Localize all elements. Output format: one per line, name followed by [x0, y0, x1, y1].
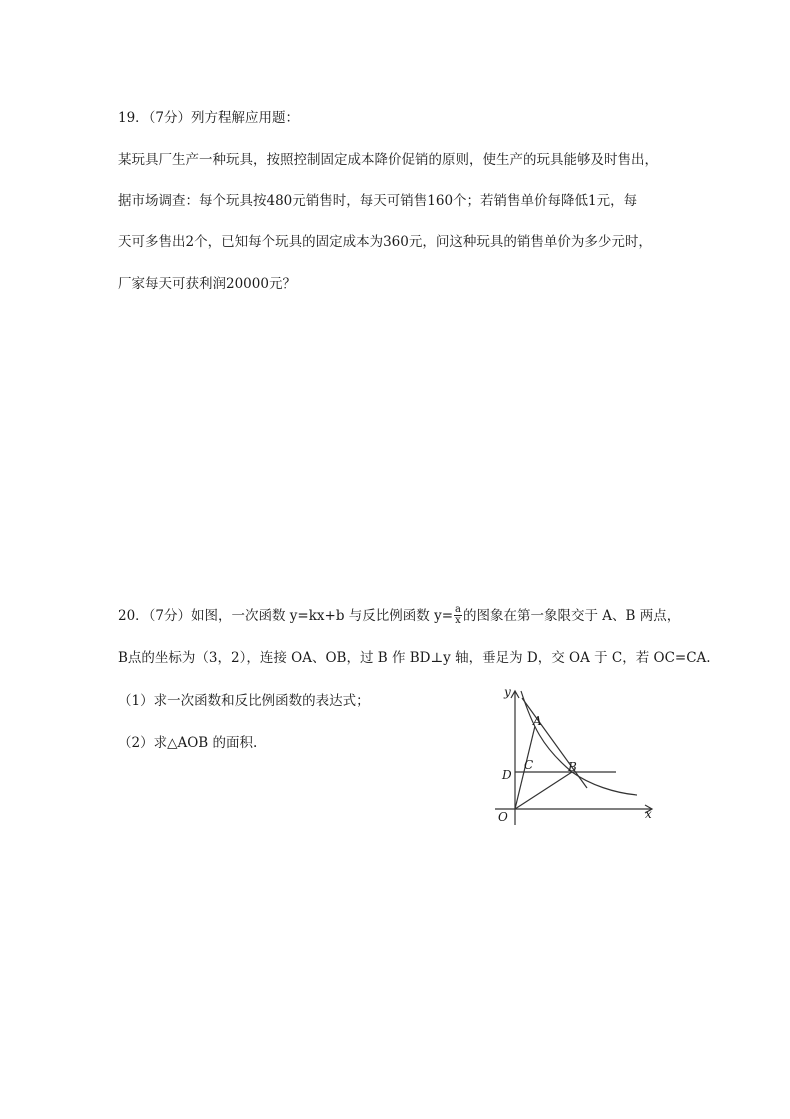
q20-line-1-suffix: 的图象在第一象限交于 A、B 两点， [462, 608, 681, 624]
inverse-fraction [454, 605, 462, 626]
q19-title: 19．（7分）列方程解应用题： [118, 110, 300, 126]
q20-line-2: B点的坐标为（3，2），连接 OA、OB，过 B 作 BD⊥y 轴，垂足为 D，交 OA 于 C，若 OC=CA. [118, 650, 711, 666]
hyperbola-curve [521, 691, 637, 795]
label-x: x [645, 807, 652, 821]
label-y: y [504, 685, 511, 699]
linear-function-line [522, 698, 587, 788]
q19-line-1: 某玩具厂生产一种玩具，按照控制固定成本降价促销的原则，使生产的玩具能够及时售出， [118, 152, 658, 168]
coordinate-figure [490, 685, 665, 825]
label-C: C [524, 758, 534, 772]
q19-line-4: 厂家每天可获利润20000元？ [118, 276, 296, 292]
label-D: D [502, 768, 512, 782]
q20-part-1: （1）求一次函数和反比例函数的表达式； [118, 693, 370, 709]
fraction-denominator: x [455, 615, 461, 626]
segment-OB [515, 772, 572, 809]
q20-line-1 [118, 606, 680, 627]
q20-line-1-prefix: 20．（7分）如图，一次函数 y=kx+b 与反比例函数 y= [118, 608, 454, 624]
q20-part-2: （2）求△AOB 的面积. [118, 735, 258, 751]
label-A: A [533, 714, 542, 728]
fraction-numerator: a [455, 604, 461, 615]
q19-line-3: 天可多售出2个，已知每个玩具的固定成本为360元，问这种玩具的销售单价为多少元时， [118, 234, 652, 250]
q19-line-2: 据市场调查：每个玩具按480元销售时，每天可销售160个；若销售单价每降低1元，每 [118, 193, 638, 209]
label-B: B [568, 760, 577, 774]
label-O: O [498, 810, 508, 824]
